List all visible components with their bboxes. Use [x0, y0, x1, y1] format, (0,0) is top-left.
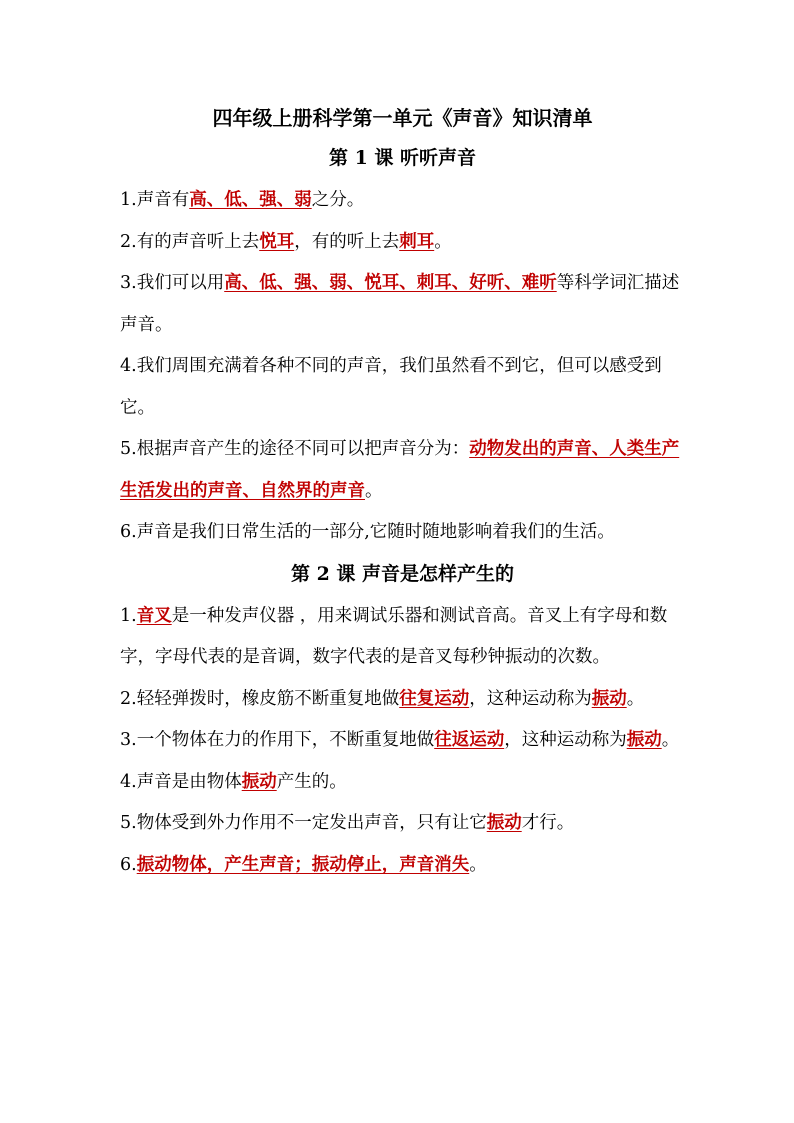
item-text: 是一种发声仪器 ，用来调试乐器和测试音高。音叉上有字母和数字，字母代表的是音调，数字代表的是音叉每秒钟振动的次数。	[120, 605, 668, 667]
item-number: 1.	[120, 190, 137, 210]
document-page	[120, 98, 685, 886]
item-text: 之分。	[311, 190, 365, 210]
item-number: 1.	[120, 605, 137, 626]
key-term: 振动	[626, 730, 662, 750]
lesson-2-item-1	[120, 596, 685, 679]
key-term: 振动	[486, 813, 522, 833]
item-number: 2.	[120, 231, 137, 252]
lesson-1-item-6	[120, 512, 685, 554]
item-text: 才行。	[521, 813, 575, 833]
item-number: 2.	[120, 688, 137, 709]
item-text: 一个物体在力的作用下，不断重复地做	[136, 730, 435, 750]
key-term: 悦耳	[259, 231, 295, 252]
item-text: ，有的听上去	[294, 231, 400, 252]
key-term: 音叉	[136, 605, 172, 626]
item-text: 产生的。	[276, 771, 347, 792]
item-text: 轻轻弹拨时，橡皮筋不断重复地做	[136, 688, 400, 709]
lesson-2-item-3	[120, 720, 685, 762]
item-number: 4.	[120, 771, 137, 792]
item-text: 声音是我们日常生活的一部分,它随时随地影响着我们的生活。	[136, 522, 615, 542]
lesson-1-item-2	[120, 222, 685, 264]
item-text: 我们可以用	[136, 273, 225, 293]
item-text: 我们周围充满着各种不同的声音，我们虽然看不到它，但可以感受到它。	[120, 356, 662, 418]
key-term: 高、低、强、弱、悦耳、刺耳、好听、难听	[224, 273, 557, 293]
lesson-2-item-5	[120, 803, 685, 845]
lesson-1-item-1	[120, 180, 685, 222]
item-number: 6.	[120, 522, 137, 542]
item-text: 等科学词汇描述声音。	[120, 273, 680, 335]
key-term: 往复运动	[399, 688, 470, 709]
item-number: 5.	[120, 439, 137, 459]
item-text: 。	[434, 231, 452, 252]
item-text: 声音有	[136, 190, 190, 210]
item-number: 6.	[120, 854, 137, 875]
item-text: 。	[626, 688, 645, 709]
item-text: 有的声音听上去	[136, 231, 260, 252]
item-number: 4.	[120, 356, 137, 376]
key-term: 动物发出的声音、人类生产生活发出的声音、自然界的声音	[120, 439, 680, 501]
key-term: 振动	[241, 771, 277, 792]
item-text: 。	[469, 854, 487, 875]
item-number: 3.	[120, 730, 137, 750]
item-text: 。	[661, 730, 680, 750]
item-text: 。	[365, 480, 383, 501]
lesson-1-item-4	[120, 346, 685, 429]
key-term: 振动	[591, 688, 627, 709]
item-text: 物体受到外力作用不一定发出声音，只有让它	[136, 813, 487, 833]
item-number: 5.	[120, 813, 137, 833]
lesson-2-item-4	[120, 762, 685, 804]
lesson-2-item-2	[120, 679, 685, 721]
lesson-2-title: 第 2 课 声音是怎样产生的	[290, 562, 515, 585]
key-term: 往返运动	[434, 730, 505, 750]
lesson-1-item-5	[120, 429, 685, 512]
key-term: 高、低、强、弱	[189, 190, 312, 210]
lesson-2-item-6	[120, 845, 685, 887]
key-term: 振动物体，产生声音；振动停止，声音消失	[136, 854, 470, 875]
document-title: 四年级上册科学第一单元《声音》知识清单	[212, 106, 593, 130]
lesson-1-title: 第 1 课 听听声音	[328, 147, 477, 169]
item-text: ，这种运动称为	[504, 730, 627, 750]
key-term: 刺耳	[399, 231, 435, 252]
item-text: 根据声音产生的途径不同可以把声音分为：	[136, 439, 470, 459]
item-text: ，这种运动称为	[469, 688, 592, 709]
item-text: 声音是由物体	[136, 771, 242, 792]
item-number: 3.	[120, 273, 137, 293]
lesson-1-item-3	[120, 263, 685, 346]
